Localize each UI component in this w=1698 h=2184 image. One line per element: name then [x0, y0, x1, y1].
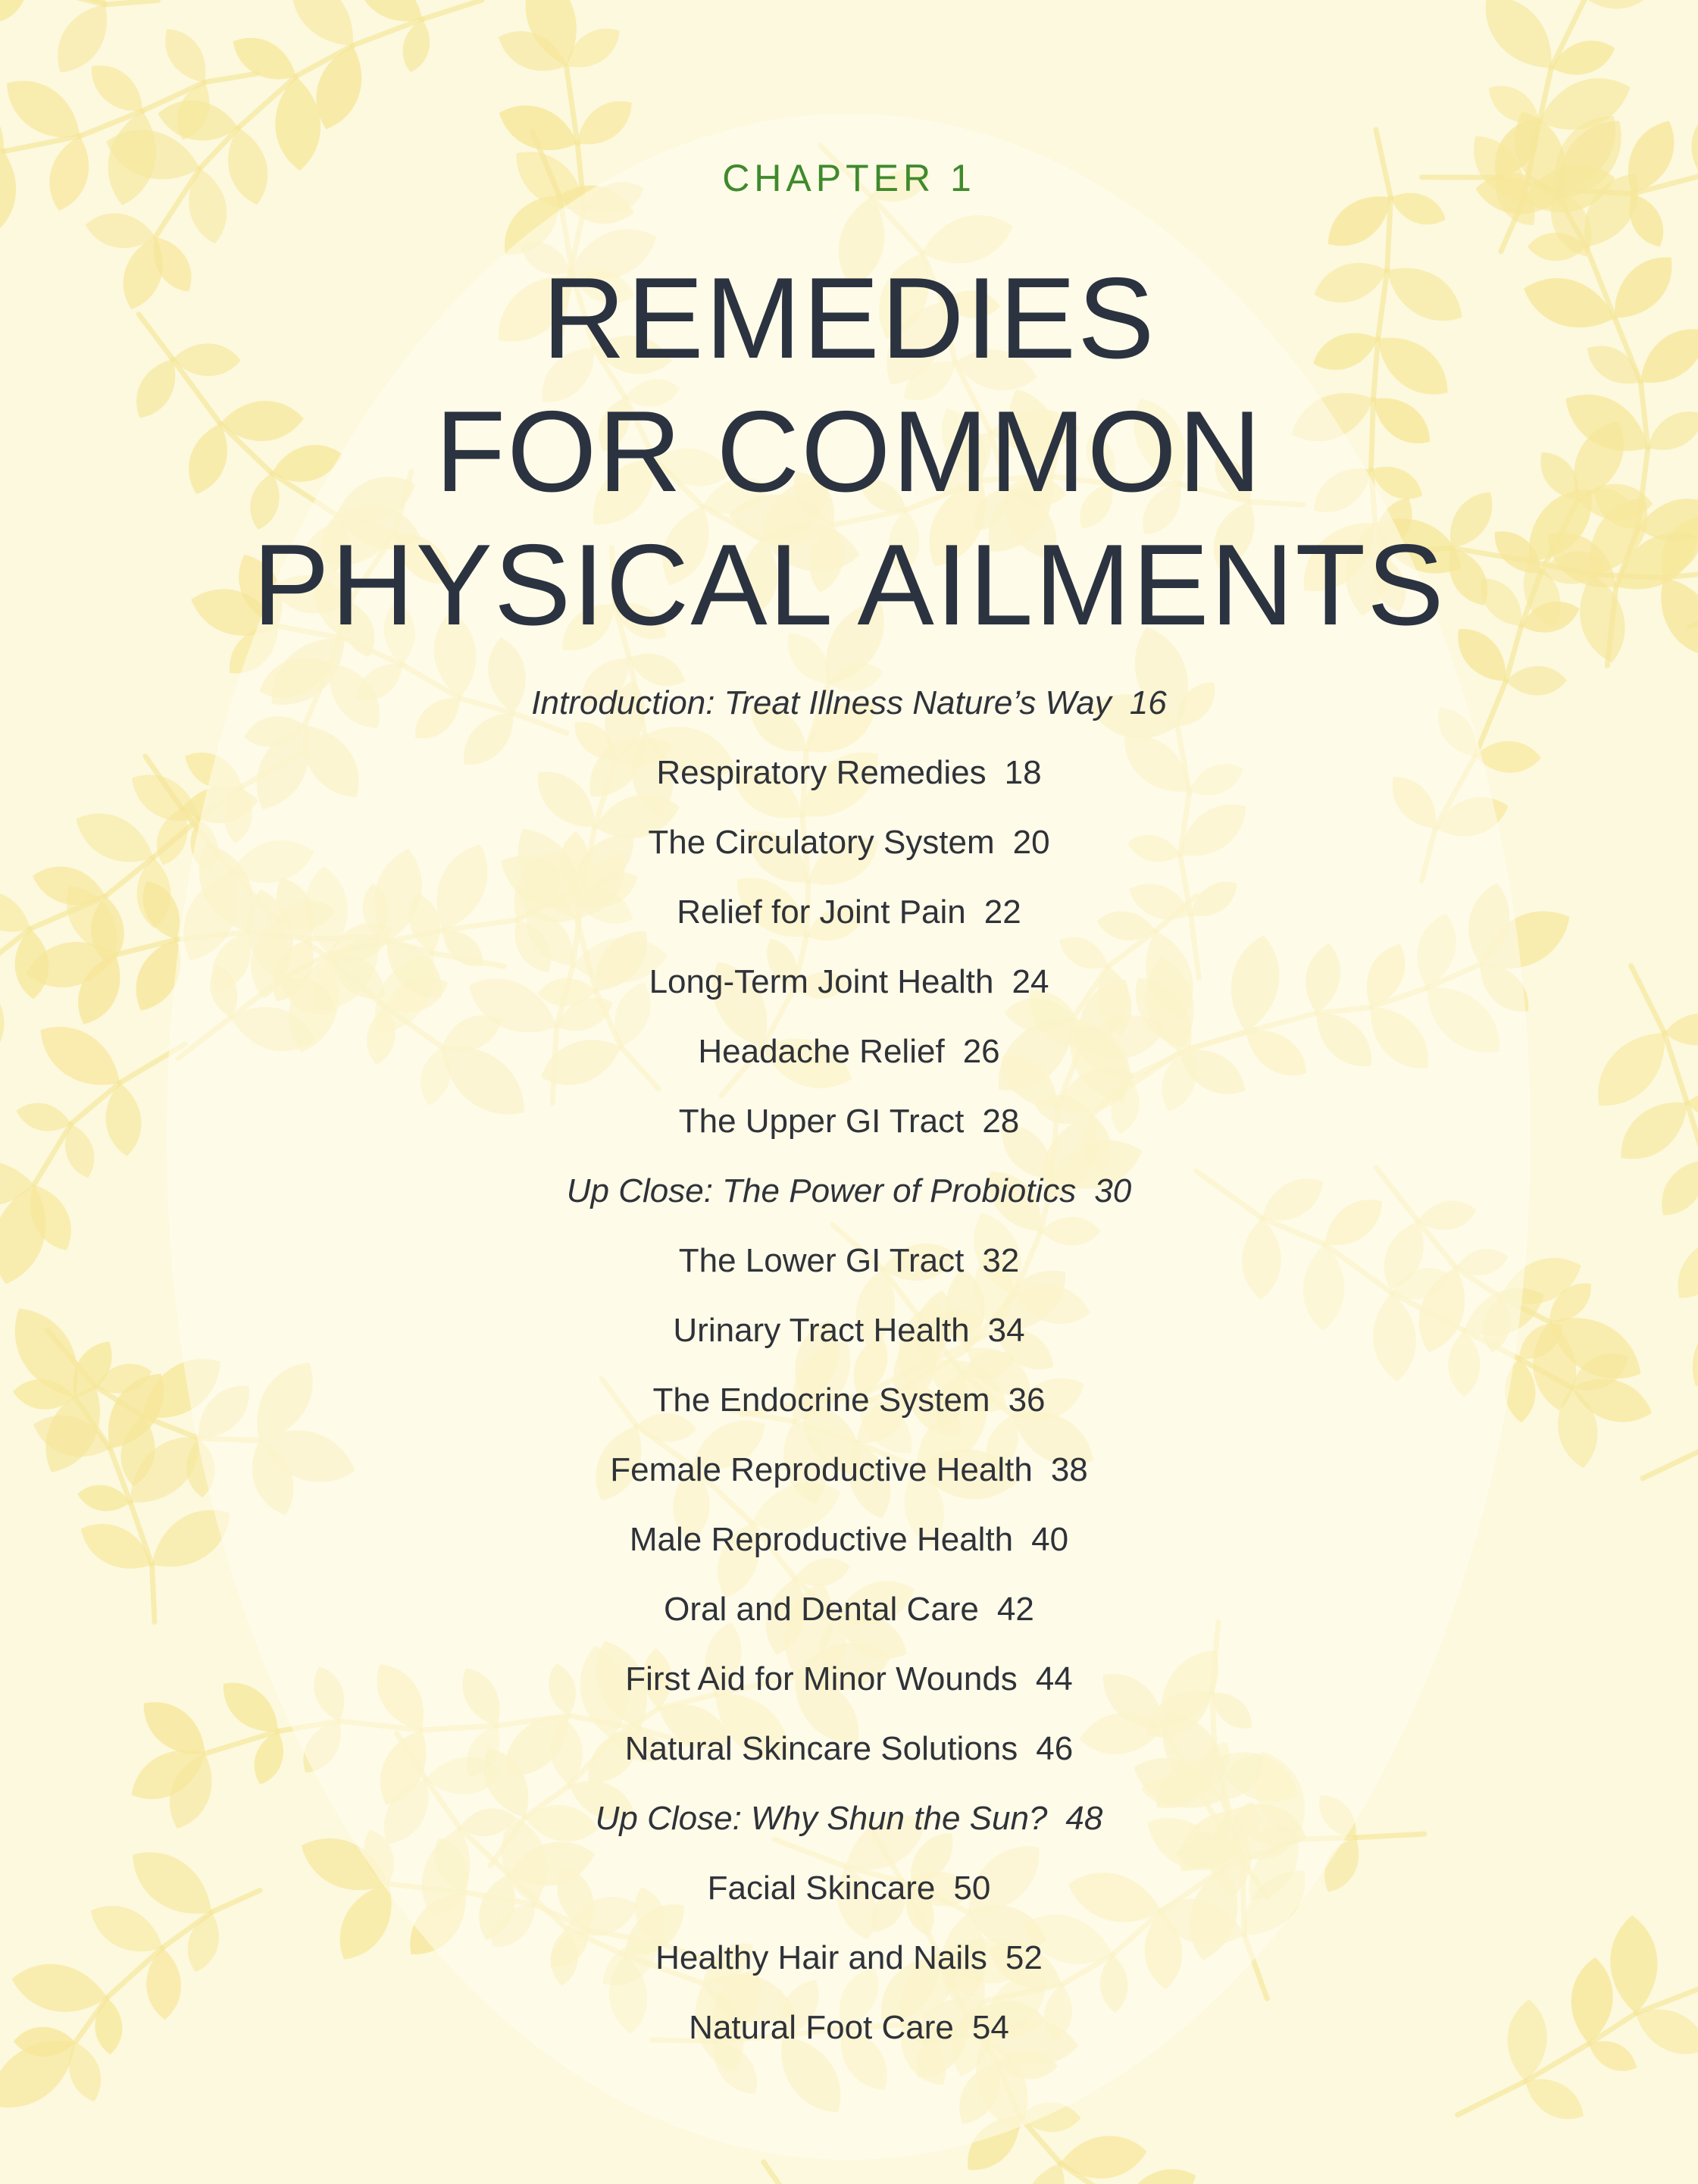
chapter-title-line-1: REMEDIES [542, 254, 1156, 383]
toc-entry-page: 40 [1031, 1521, 1069, 1558]
toc-entry[interactable] [0, 1505, 1698, 1575]
toc-entry[interactable] [0, 878, 1698, 947]
toc-entry-title: Long-Term Joint Health [649, 963, 994, 1000]
toc-entry-page: 22 [983, 893, 1021, 931]
toc-entry-title: Healthy Hair and Nails [655, 1939, 987, 1976]
toc-entry-page: 26 [962, 1033, 1000, 1070]
toc-entry-title: Oral and Dental Care [664, 1591, 979, 1628]
toc-entry-page: 50 [953, 1870, 991, 1907]
toc-entry-title: Relief for Joint Pain [677, 893, 966, 931]
toc-entry[interactable] [0, 808, 1698, 878]
toc-entry[interactable] [0, 1714, 1698, 1784]
toc-entry-page: 32 [982, 1242, 1020, 1279]
toc-entry-page: 48 [1065, 1800, 1103, 1837]
toc-entry-page: 52 [1005, 1939, 1043, 1976]
toc-entry-page: 28 [982, 1103, 1020, 1140]
toc-entry[interactable] [0, 668, 1698, 738]
toc-entry-page: 38 [1050, 1451, 1088, 1488]
toc-entry-page: 20 [1012, 824, 1050, 861]
toc-entry-page: 18 [1004, 754, 1042, 791]
toc-entry-title: Natural Foot Care [689, 2009, 954, 2046]
toc-entry[interactable] [0, 1017, 1698, 1087]
toc-entry-title: Male Reproductive Health [629, 1521, 1014, 1558]
toc-entry-title: The Upper GI Tract [678, 1103, 965, 1140]
toc-entry-title: Female Reproductive Health [610, 1451, 1033, 1488]
toc-entry-title: The Endocrine System [652, 1381, 990, 1419]
chapter-title-line-2: FOR COMMON [435, 387, 1263, 516]
toc-entry-title: First Aid for Minor Wounds [625, 1660, 1018, 1697]
toc-entry[interactable] [0, 1784, 1698, 1854]
toc-entry-title: Up Close: Why Shun the Sun? [595, 1800, 1048, 1837]
toc-entry-title: Facial Skincare [707, 1870, 936, 1907]
chapter-title [0, 252, 1698, 652]
toc-entry[interactable] [0, 1366, 1698, 1435]
toc-entry[interactable] [0, 1087, 1698, 1156]
toc-entry-title: The Lower GI Tract [678, 1242, 965, 1279]
toc-entry[interactable] [0, 947, 1698, 1017]
toc-entry-title: Up Close: The Power of Probiotics [566, 1172, 1077, 1209]
toc-entry-page: 24 [1012, 963, 1049, 1000]
toc-entry-page: 16 [1129, 684, 1167, 721]
toc-entry[interactable] [0, 1644, 1698, 1714]
toc-entry-page: 34 [987, 1312, 1025, 1349]
toc-entry-page: 42 [996, 1591, 1034, 1628]
toc-entry-title: Introduction: Treat Illness Nature’s Way [531, 684, 1112, 721]
toc-entry-title: Urinary Tract Health [673, 1312, 970, 1349]
toc-entry-title: The Circulatory System [648, 824, 995, 861]
toc-entry-page: 36 [1008, 1381, 1046, 1419]
toc-entry[interactable] [0, 1296, 1698, 1366]
table-of-contents [0, 668, 1698, 2063]
toc-entry-page: 30 [1094, 1172, 1132, 1209]
toc-entry-title: Headache Relief [698, 1033, 945, 1070]
toc-entry[interactable] [0, 1993, 1698, 2063]
toc-entry[interactable] [0, 1923, 1698, 1993]
toc-entry-page: 54 [971, 2009, 1009, 2046]
toc-entry[interactable] [0, 1854, 1698, 1923]
toc-entry-title: Respiratory Remedies [656, 754, 987, 791]
chapter-label: CHAPTER 1 [722, 157, 976, 199]
toc-entry-title: Natural Skincare Solutions [624, 1730, 1018, 1767]
toc-entry-page: 44 [1035, 1660, 1073, 1697]
toc-entry[interactable] [0, 1226, 1698, 1296]
toc-entry[interactable] [0, 1156, 1698, 1226]
toc-entry[interactable] [0, 1575, 1698, 1644]
chapter-title-line-3: PHYSICAL AILMENTS [252, 521, 1446, 649]
toc-entry[interactable] [0, 1435, 1698, 1505]
toc-entry-page: 46 [1036, 1730, 1074, 1767]
toc-entry[interactable] [0, 738, 1698, 808]
